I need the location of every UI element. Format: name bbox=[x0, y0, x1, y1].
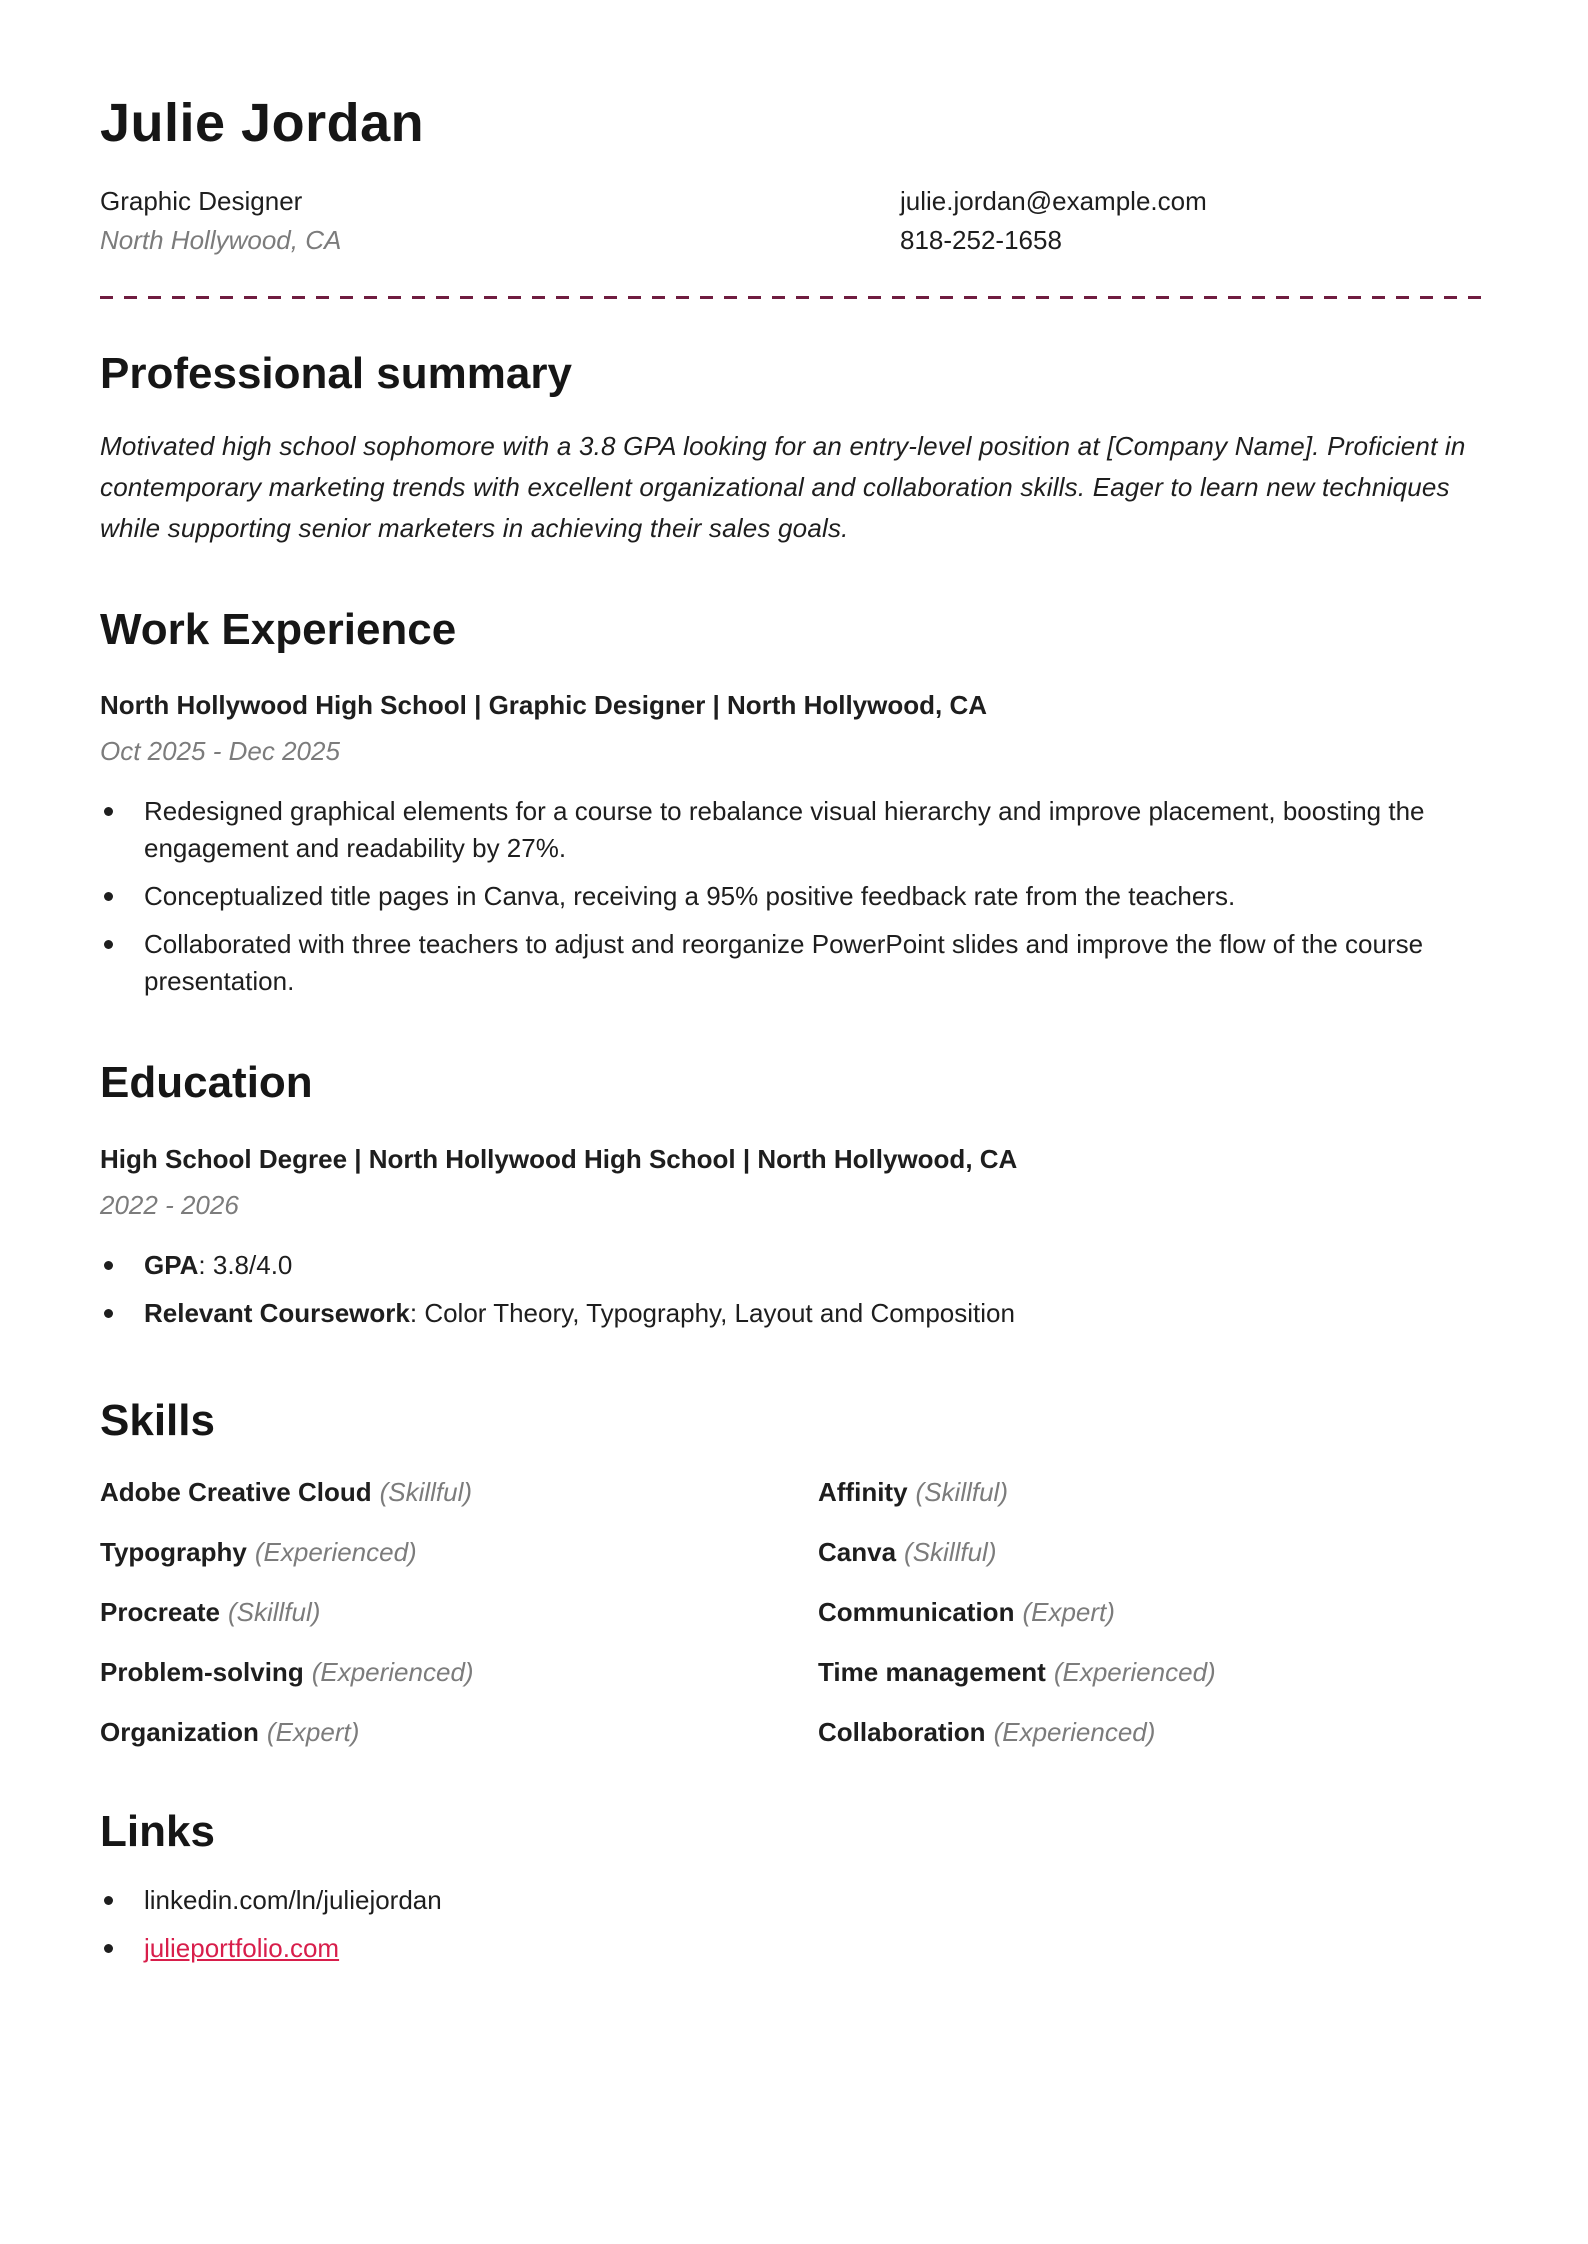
education-bullet-label: Relevant Coursework bbox=[144, 1297, 410, 1328]
skill-name: Procreate bbox=[100, 1597, 220, 1628]
skills-heading: Skills bbox=[100, 1395, 215, 1445]
work-heading: Work Experience bbox=[100, 604, 457, 654]
links-list bbox=[100, 1882, 1488, 1967]
education-bullet-value: : 3.8/4.0 bbox=[198, 1249, 293, 1280]
education-bullet-list bbox=[100, 1247, 1488, 1332]
skill-item bbox=[100, 1714, 818, 1751]
skill-level: (Expert) bbox=[266, 1717, 360, 1748]
skill-name: Organization bbox=[100, 1717, 259, 1748]
work-bullet-list bbox=[100, 793, 1488, 1000]
skill-name: Adobe Creative Cloud bbox=[100, 1477, 372, 1508]
education-bullet-gpa bbox=[144, 1247, 1488, 1284]
section-education bbox=[100, 1058, 1488, 1332]
skill-level: (Experienced) bbox=[311, 1657, 474, 1688]
education-bullet-coursework bbox=[144, 1295, 1488, 1332]
skill-name: Affinity bbox=[818, 1477, 908, 1508]
skill-level: (Experienced) bbox=[993, 1717, 1156, 1748]
skill-level: (Skillful) bbox=[379, 1477, 473, 1508]
skill-name: Problem-solving bbox=[100, 1657, 304, 1688]
work-entry-dates: Oct 2025 - Dec 2025 bbox=[100, 736, 340, 767]
skill-item bbox=[100, 1654, 818, 1691]
skill-level: (Skillful) bbox=[904, 1537, 997, 1568]
section-professional-summary bbox=[100, 349, 1488, 549]
linkedin-url-text: linkedin.com/ln/juliejordan bbox=[144, 1885, 442, 1916]
education-bullet-label: GPA bbox=[144, 1249, 199, 1280]
skill-item bbox=[818, 1534, 1488, 1571]
phone: 818-252-1658 bbox=[900, 225, 1062, 256]
work-entry bbox=[100, 687, 1488, 1000]
work-bullet-item: Conceptualized title pages in Canva, receiving a 95% positive feedback rate from the teachers. bbox=[144, 878, 1488, 915]
links-heading: Links bbox=[100, 1807, 215, 1857]
work-entry-title: North Hollywood High School | Graphic Designer | North Hollywood, CA bbox=[100, 690, 988, 721]
portfolio-link[interactable]: julieportfolio.com bbox=[144, 1933, 340, 1964]
education-bullet-value: : Color Theory, Typography, Layout and Composition bbox=[409, 1297, 1015, 1328]
education-entry-dates: 2022 - 2026 bbox=[100, 1189, 239, 1220]
skill-level: (Skillful) bbox=[915, 1477, 1008, 1508]
resume-header bbox=[100, 92, 1488, 260]
skill-name: Canva bbox=[818, 1537, 897, 1568]
skill-name: Communication bbox=[818, 1597, 1015, 1628]
education-entry bbox=[100, 1141, 1488, 1332]
skill-level: (Expert) bbox=[1022, 1597, 1115, 1628]
link-item-linkedin bbox=[144, 1882, 1488, 1919]
job-title: Graphic Designer bbox=[100, 186, 303, 217]
skill-item bbox=[818, 1714, 1488, 1751]
skill-level: (Skillful) bbox=[227, 1597, 321, 1628]
person-name: Julie Jordan bbox=[100, 93, 425, 153]
skill-name: Collaboration bbox=[818, 1717, 986, 1748]
link-item-portfolio bbox=[144, 1930, 1488, 1967]
skill-name: Typography bbox=[100, 1537, 247, 1568]
work-bullet-item: Redesigned graphical elements for a course to rebalance visual hierarchy and improve placement, boosting the engagement and readability by 27%. bbox=[144, 793, 1488, 867]
skills-grid bbox=[100, 1474, 1488, 1751]
skill-level: (Experienced) bbox=[254, 1537, 417, 1568]
location: North Hollywood, CA bbox=[100, 225, 342, 256]
header-left-column bbox=[100, 182, 900, 260]
email: julie.jordan@example.com bbox=[900, 186, 1207, 217]
skill-item bbox=[100, 1474, 818, 1511]
skill-item bbox=[100, 1594, 818, 1631]
section-links bbox=[100, 1807, 1488, 1967]
dashed-divider bbox=[100, 296, 1488, 299]
skill-item bbox=[818, 1594, 1488, 1631]
skill-item bbox=[818, 1474, 1488, 1511]
skill-name: Time management bbox=[818, 1657, 1046, 1688]
education-heading: Education bbox=[100, 1058, 313, 1108]
work-bullet-item: Collaborated with three teachers to adjust and reorganize PowerPoint slides and improve the flow of the course presentation. bbox=[144, 926, 1488, 1000]
summary-text: Motivated high school sophomore with a 3.8 GPA looking for an entry-level position at [Company Name]. Proficient in contemporary marketing trends with excellent organizational and collaboration skills. Eager to learn new techniques while supporting senior marketers in achieving their sales goals. bbox=[100, 430, 1466, 543]
skill-level: (Experienced) bbox=[1053, 1657, 1216, 1688]
skill-item bbox=[100, 1534, 818, 1571]
section-work-experience bbox=[100, 605, 1488, 1001]
summary-heading: Professional summary bbox=[100, 349, 572, 399]
header-contact-column bbox=[900, 182, 1488, 260]
education-entry-title: High School Degree | North Hollywood High School | North Hollywood, CA bbox=[100, 1143, 1018, 1174]
skill-item bbox=[818, 1654, 1488, 1691]
section-skills bbox=[100, 1396, 1488, 1752]
header-columns bbox=[100, 182, 1488, 260]
